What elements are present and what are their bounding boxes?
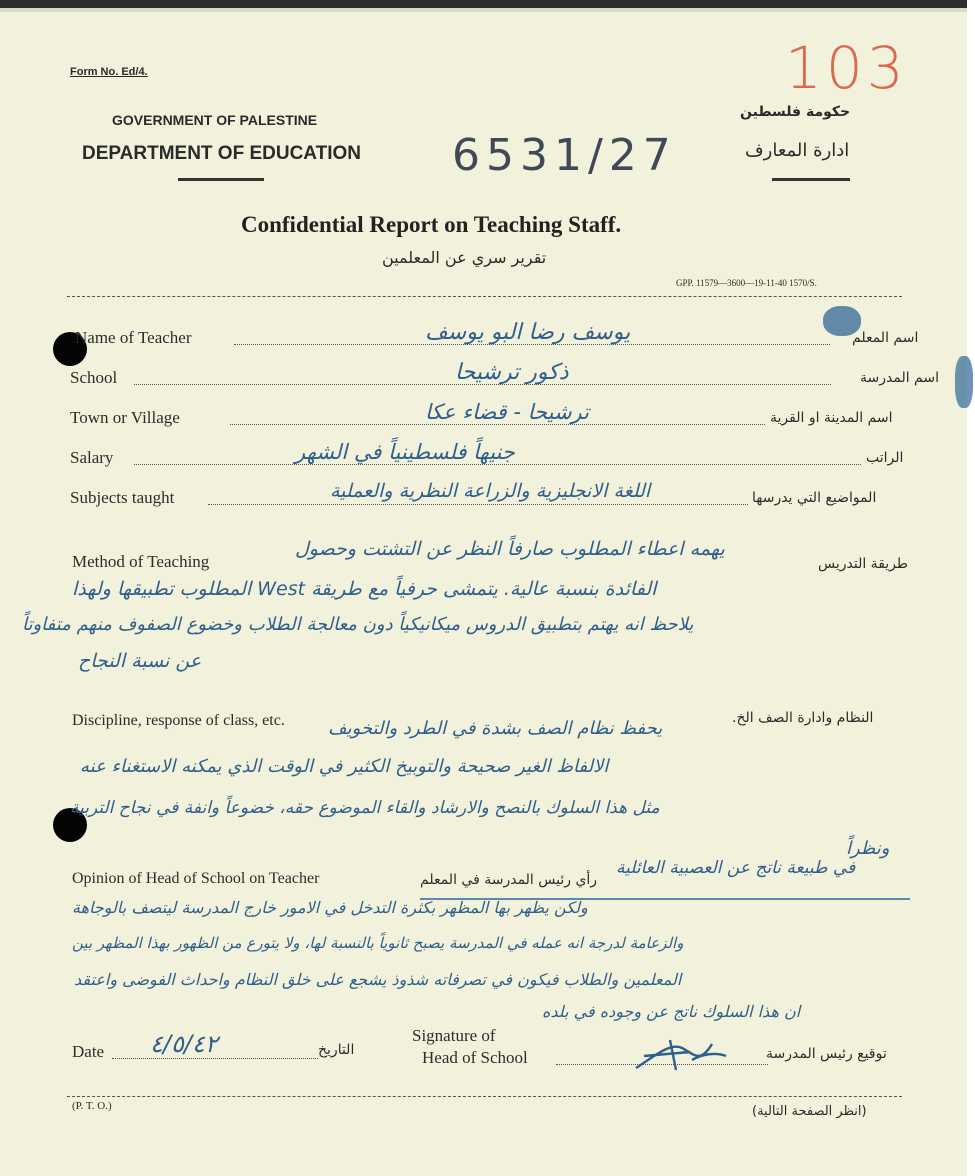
subjects-value: اللغة الانجليزية والزراعة النظرية والعملية: [330, 480, 651, 502]
signature-label-en-1: Signature of: [412, 1026, 496, 1045]
header-rule: [67, 296, 902, 297]
report-title-ar: تقرير سري عن المعلمين: [382, 248, 547, 267]
date-value: ٤/٥/٤٢: [150, 1030, 218, 1058]
subjects-label-en: Subjects taught: [70, 488, 175, 507]
discipline-line-2: الالفاظ الغير صحيحة والتوبيخ الكثير في الوقت الذي يمكنه الاستغناء عنه: [80, 756, 609, 777]
school-value: ذكور ترشيحا: [455, 360, 569, 385]
method-line-3: يلاحظ انه يهتم بتطبيق الدروس ميكانيكياً دون معالجة الطلاب وخضوع الصفوف منهم متفاوتاً: [22, 614, 694, 635]
discipline-label-ar: النظام وادارة الصف الخ.: [732, 710, 874, 726]
method-line-4: عن نسبة النجاح: [78, 650, 202, 672]
report-title-en: Confidential Report on Teaching Staff.: [241, 212, 622, 237]
signature-label-en-2: Head of School: [422, 1048, 528, 1067]
header-dash-left: [178, 178, 264, 181]
school-label-ar: اسم المدرسة: [860, 370, 939, 386]
printer-code: GPP. 11579—3600—19-11-40 1570/S.: [676, 278, 817, 288]
subjects-label-ar: المواضيع التي يدرسها: [752, 490, 877, 506]
salary-label-en: Salary: [70, 448, 114, 467]
opinion-line-1: في طبيعة ناتج عن العصبية العائلية: [616, 858, 856, 878]
opinion-label-ar: رأي رئيس المدرسة في المعلم: [420, 872, 598, 888]
pto-ar: (انظر الصفحة التالية): [752, 1104, 867, 1119]
opinion-line-3: والزعامة لدرجة انه عمله في المدرسة يصبح ثانوياً بالنسبة لها، ولا يتورع من الظهور بهذا المظهر بين: [72, 934, 684, 952]
town-dotted-line: [230, 424, 765, 425]
opinion-line-5: ان هذا السلوك ناتج عن وجوده في بلده: [542, 1002, 801, 1021]
signature-label-ar: توقيع رئيس المدرسة: [766, 1046, 887, 1062]
department-title-en: DEPARTMENT OF EDUCATION: [82, 143, 362, 164]
method-line-1: يهمه اعطاء المطلوب صارفاً النظر عن التشتت وحصول: [295, 538, 725, 560]
stamp-number: 103: [785, 34, 908, 102]
date-dotted-line: [112, 1058, 318, 1059]
town-value: ترشيحا - قضاء عكا: [425, 400, 589, 424]
pto-en: (P. T. O.): [72, 1100, 112, 1112]
ink-blot-edge: [955, 356, 973, 408]
scan-top-border: [0, 0, 975, 8]
salary-label-ar: الراتب: [866, 450, 904, 466]
method-label-en: Method of Teaching: [72, 552, 210, 571]
government-title-en: GOVERNMENT OF PALESTINE: [112, 112, 318, 128]
file-number: 6531/27: [452, 130, 677, 181]
method-line-2: الفائدة بنسبة عالية. يتمشى حرفياً مع طريقة West المطلوب تطبيقها ولهذا: [72, 578, 657, 600]
form-number: Form No. Ed/4.: [70, 66, 148, 78]
date-label-en: Date: [72, 1042, 105, 1061]
method-label-ar: طريقة التدريس: [818, 556, 909, 572]
discipline-line-4: ونظراً: [846, 838, 890, 859]
opinion-line-4: المعلمين والطلاب فيكون في تصرفاته شذوذ يشجع على خلق النظام واحداث الفوضى واعتقد: [74, 970, 682, 989]
scan-right-edge: [967, 0, 975, 1176]
department-title-ar: ادارة المعارف: [745, 140, 850, 161]
subjects-dotted-line: [208, 504, 748, 505]
name-value: يوسف رضا البو يوسف: [425, 320, 631, 345]
name-label-en: Name of Teacher: [75, 328, 192, 347]
opinion-line-2: ولكن يظهر بها المظهر بكثرة التدخل في الامور خارج المدرسة ليتصف بالوجاهة: [72, 898, 588, 917]
school-label-en: School: [70, 368, 118, 387]
opinion-label-en: Opinion of Head of School on Teacher: [72, 870, 320, 887]
footer-rule: [67, 1096, 902, 1097]
town-label-ar: اسم المدينة او القرية: [770, 410, 893, 426]
discipline-label-en: Discipline, response of class, etc.: [72, 712, 285, 729]
name-label-ar: اسم المعلم: [852, 330, 919, 346]
signature-mark: [630, 1030, 730, 1076]
discipline-line-3: مثل هذا السلوك بالنصح والارشاد والقاء الموضوع حقه، خضوعاً وانفة في نجاح التربية: [70, 798, 660, 818]
government-title-ar: حكومة فلسطين: [740, 104, 851, 120]
town-label-en: Town or Village: [70, 408, 180, 427]
scan-top-border-light: [0, 8, 975, 12]
discipline-line-1: يحفظ نظام الصف بشدة في الطرد والتخويف: [328, 718, 663, 739]
date-label-ar: التاريخ: [318, 1042, 355, 1058]
salary-value: جنيهاً فلسطينياً في الشهر: [295, 440, 515, 464]
header-dash-right: [772, 178, 850, 181]
salary-dotted-line: [134, 464, 861, 465]
